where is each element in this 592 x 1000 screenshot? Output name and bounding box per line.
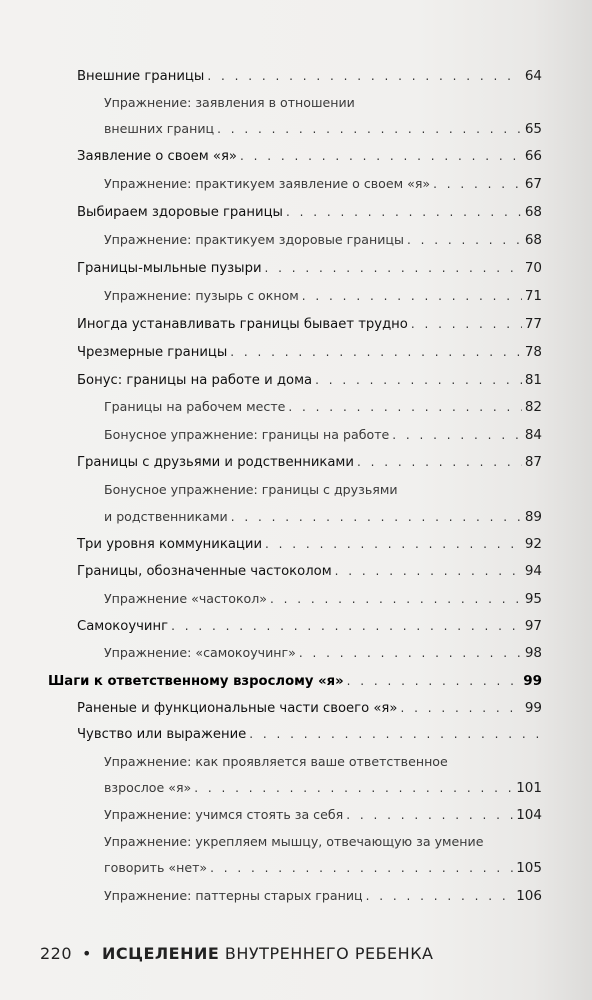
toc-entry-page: 84 [524,427,542,443]
toc-entry-title: Границы на рабочем месте [104,399,286,414]
toc-entry-title: Самокоучинг [77,619,169,634]
toc-entry-title: взрослое «я» [104,780,192,795]
toc-entry-title: Шаги к ответственному взрослому «я» [48,674,344,689]
toc-entry-title: Упражнение: практикуем заявление о своем «я» [104,176,431,191]
toc-leader-dots [346,807,513,823]
toc-entry [104,288,542,304]
toc-entry-title: Упражнение: учимся стоять за себя [104,807,344,822]
toc-entry [77,148,542,165]
toc-leader-dots [194,780,513,796]
toc-entry-page: 98 [524,645,542,661]
toc-entry-title: Упражнение «частокол» [104,591,268,606]
toc-entry [104,399,542,415]
toc-entry [104,232,542,248]
toc-entry-page: 67 [524,176,542,192]
toc-leader-dots [265,260,522,276]
toc-entry [77,372,542,389]
toc-entry-title: Чувство или выражение [77,727,247,742]
toc-leader-dots [171,618,522,634]
toc-leader-dots [433,176,522,192]
toc-entry-page: 71 [524,288,542,304]
toc-entry-title: Упражнение: пузырь с окном [104,288,299,303]
toc-entry-page: 89 [524,509,542,525]
toc-leader-dots [207,68,522,84]
toc-entry-page: 99 [523,673,542,689]
toc-entry [104,645,542,661]
toc-entry-page: 78 [524,344,542,360]
toc-entry-page: 106 [516,888,542,904]
toc-entry-title: Бонусное упражнение: границы на работе [104,427,390,442]
toc-entry-page: 77 [524,316,542,332]
toc-entry-title: Раненые и функциональные части своего «я» [77,701,398,716]
toc-entry-title: Упражнение: укрепляем мышцу, отвечающую за умение [104,834,484,849]
toc-entry-title: Упражнение: как проявляется ваше ответственное [104,754,448,769]
toc-leader-dots [315,372,522,388]
toc-entry [77,204,542,221]
toc-entry-title: Границы-мыльные пузыри [77,261,262,276]
toc-entry [77,618,542,635]
toc-leader-dots [249,726,539,742]
book-title-rest: ВНУТРЕННЕГО РЕБЕНКА [224,944,434,963]
toc-leader-dots [270,591,522,607]
toc-entry-title: Внешние границы [77,69,205,84]
page-footer [40,944,434,963]
toc-entry-page: 87 [524,454,542,470]
toc-section-entry [48,673,542,690]
toc-leader-dots [231,509,522,525]
toc-leader-dots [335,563,522,579]
toc-entry [104,176,542,192]
toc-entry-page: 99 [524,700,542,716]
toc-leader-dots [366,888,514,904]
toc-entry-title: Заявление о своем «я» [77,149,237,164]
toc-leader-dots [357,454,522,470]
toc-entry-title: Упражнение: «самокоучинг» [104,645,296,660]
page-number: 220 [40,944,73,963]
toc-entry-title: Иногда устанавливать границы бывает трудно [77,317,408,332]
toc-entry [77,260,542,277]
toc-entry [104,860,542,876]
toc-entry-title: Выбираем здоровые границы [77,205,283,220]
toc-entry-title: Упражнение: практикуем здоровые границы [104,232,404,247]
toc-entry [77,726,542,743]
toc-entry [104,888,542,904]
toc-leader-dots [411,316,522,332]
toc-entry-page: 68 [524,232,542,248]
toc-entry [77,316,542,333]
toc-entry-page: 101 [516,780,542,796]
toc-leader-dots [347,673,521,689]
toc-entry [77,454,542,471]
toc-leader-dots [217,121,522,137]
toc-leader-dots [288,399,521,415]
toc-entry-page: 70 [524,260,542,276]
toc-leader-dots [407,232,522,248]
toc-entry-page: 65 [524,121,542,137]
toc-entry-title: Упражнение: паттерны старых границ [104,888,363,903]
toc-entry-page: 68 [524,204,542,220]
toc-entry-page: 64 [524,68,542,84]
toc-entry [104,807,542,823]
toc-entry-title: Чрезмерные границы [77,345,228,360]
toc-entry-page: 92 [524,536,542,552]
toc-leader-dots [230,344,522,360]
toc-entry-page: 66 [524,148,542,164]
toc-entry-title: и родственниками [104,509,228,524]
toc-entry-page: 95 [524,591,542,607]
toc-leader-dots [210,860,513,876]
toc-entry [77,700,542,717]
toc-entry-page: 82 [524,399,542,415]
toc-entry [77,68,542,85]
toc-leader-dots [400,700,521,716]
toc-entry [77,563,542,580]
toc-leader-dots [265,536,522,552]
book-title-bold: ИСЦЕЛЕНИЕ [101,944,220,963]
toc-entry-page: 97 [524,618,542,634]
toc-entry [104,121,542,137]
toc-entry-title: Границы с друзьями и родственниками [77,455,354,470]
toc-entry [104,427,542,443]
toc-entry-page: 104 [516,807,542,823]
toc-entry-page: 81 [524,372,542,388]
toc-entry [77,344,542,361]
toc-entry-page: 105 [516,860,542,876]
bullet-separator: • [82,944,92,963]
toc-leader-dots [240,148,522,164]
toc-entry-title: Границы, обозначенные частоколом [77,564,332,579]
toc-entry-title: Бонус: границы на работе и дома [77,373,313,388]
toc-leader-dots [302,288,522,304]
toc-entry-title: говорить «нет» [104,860,208,875]
toc-entry-page: 94 [524,563,542,579]
toc-entry-title: Три уровня коммуникации [77,537,263,552]
toc-entry [104,509,542,525]
toc-entry-title: Бонусное упражнение: границы с друзьями [104,482,398,497]
toc-leader-dots [286,204,522,220]
toc-entry [77,536,542,553]
toc-leader-dots [392,427,522,443]
toc-entry-title: Упражнение: заявления в отношении [104,95,355,110]
toc-entry-title: внешних границ [104,121,215,136]
toc-entry [104,591,542,607]
toc-entry [104,780,542,796]
toc-leader-dots [299,645,522,661]
